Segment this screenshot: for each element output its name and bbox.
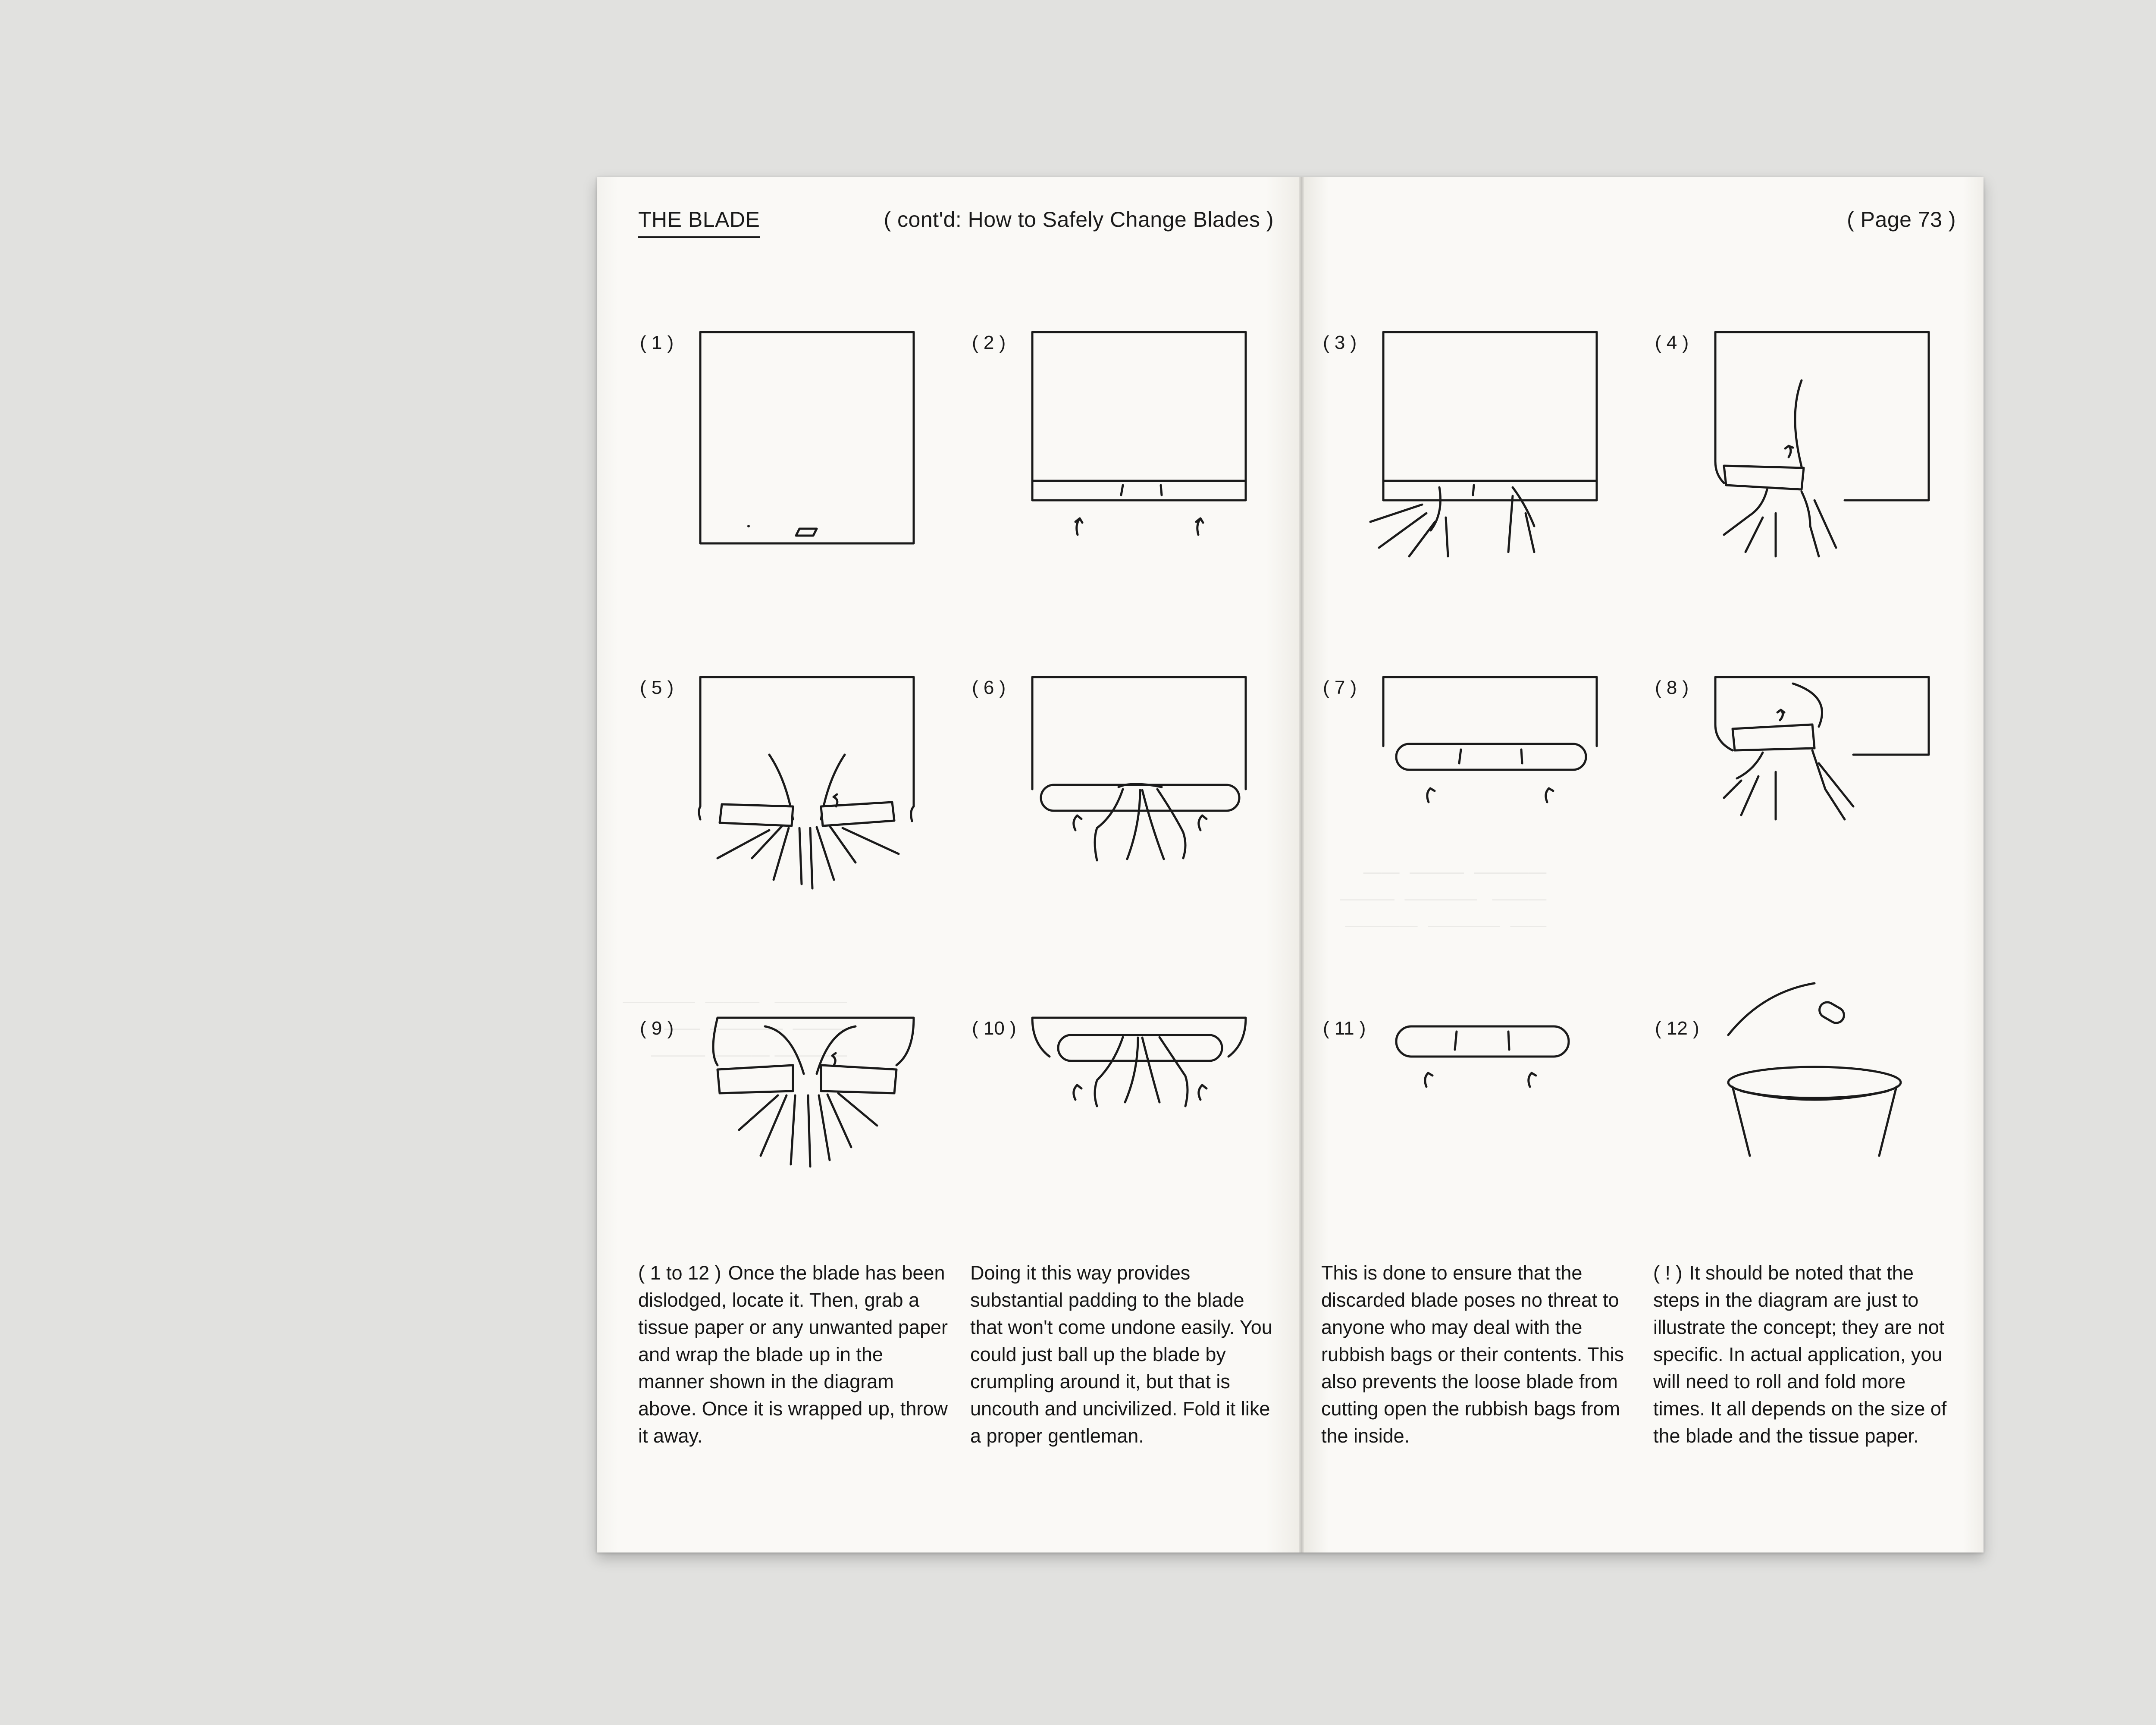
paragraph-4-lead: ( ! ) bbox=[1653, 1262, 1683, 1284]
section-title: THE BLADE bbox=[638, 207, 760, 238]
step-6-label: ( 6 ) bbox=[972, 677, 1006, 698]
step-3-label: ( 3 ) bbox=[1323, 332, 1357, 353]
book-spine bbox=[1299, 177, 1304, 1552]
step-10-diagram bbox=[1032, 1018, 1248, 1199]
show-through-text: ———— ——— —— ——— ———— ——— —— ———— ———— bbox=[1340, 861, 1547, 935]
paragraph-1 bbox=[638, 1259, 949, 1449]
paragraph-3 bbox=[1321, 1259, 1632, 1449]
right-page bbox=[1301, 177, 1984, 1552]
paragraph-4 bbox=[1653, 1259, 1955, 1449]
step-12-diagram bbox=[1715, 1018, 1931, 1190]
step-7-label: ( 7 ) bbox=[1323, 677, 1357, 698]
step-4-label: ( 4 ) bbox=[1655, 332, 1689, 353]
step-8-label: ( 8 ) bbox=[1655, 677, 1689, 698]
step-12-label: ( 12 ) bbox=[1655, 1018, 1699, 1039]
step-1-diagram bbox=[700, 332, 916, 548]
step-11-diagram bbox=[1383, 1018, 1599, 1156]
paragraph-3-text: This is done to ensure that the discarded blade poses no threat to anyone who may deal with the rubbish bags or their contents. This also prevents the loose blade from cutting open the rubbish bags from the inside. bbox=[1321, 1262, 1624, 1447]
step-8-diagram bbox=[1715, 677, 1931, 901]
paragraph-1-text: Once the blade has been dislodged, locate it. Then, grab a tissue paper or any unwanted paper and wrap the blade up in the manner shown in the diagram above. Once it is wrapped up, throw it away. bbox=[638, 1262, 948, 1447]
step-5-label: ( 5 ) bbox=[640, 677, 674, 698]
step-7-diagram bbox=[1383, 677, 1599, 858]
paragraph-2-text: Doing it this way provides substantial padding to the blade that won't come undone easily. You could just ball up the blade by crumpling around it, but that is uncouth and uncivilized. Fold it like a proper gentleman. bbox=[970, 1262, 1272, 1447]
paragraph-4-text: It should be noted that the steps in the diagram are just to illustrate the concept; they are not specific. In actual application, you will need to roll and fold more times. It all depends on the size of the blade and the tissue paper. bbox=[1653, 1262, 1947, 1447]
left-page bbox=[597, 177, 1301, 1552]
step-5-diagram bbox=[700, 677, 916, 901]
paragraph-2 bbox=[970, 1259, 1281, 1449]
step-4-diagram bbox=[1715, 332, 1931, 556]
step-11-label: ( 11 ) bbox=[1323, 1018, 1366, 1039]
step-1-label: ( 1 ) bbox=[640, 332, 674, 353]
paragraph-1-lead: ( 1 to 12 ) bbox=[638, 1262, 721, 1284]
step-10-label: ( 10 ) bbox=[972, 1018, 1016, 1039]
step-3-diagram bbox=[1383, 332, 1599, 556]
page-number: ( Page 73 ) bbox=[1847, 207, 1956, 232]
step-2-label: ( 2 ) bbox=[972, 332, 1006, 353]
step-9-diagram bbox=[700, 1018, 916, 1199]
show-through-text: ———— ——— ———— ——— ———— —— ———— ——— ——— bbox=[623, 991, 847, 1064]
step-9-label: ( 9 ) bbox=[640, 1018, 674, 1039]
open-booklet bbox=[597, 177, 1984, 1552]
section-subtitle: ( cont'd: How to Safely Change Blades ) bbox=[884, 207, 1274, 232]
step-6-diagram bbox=[1032, 677, 1248, 884]
step-2-diagram bbox=[1032, 332, 1248, 548]
